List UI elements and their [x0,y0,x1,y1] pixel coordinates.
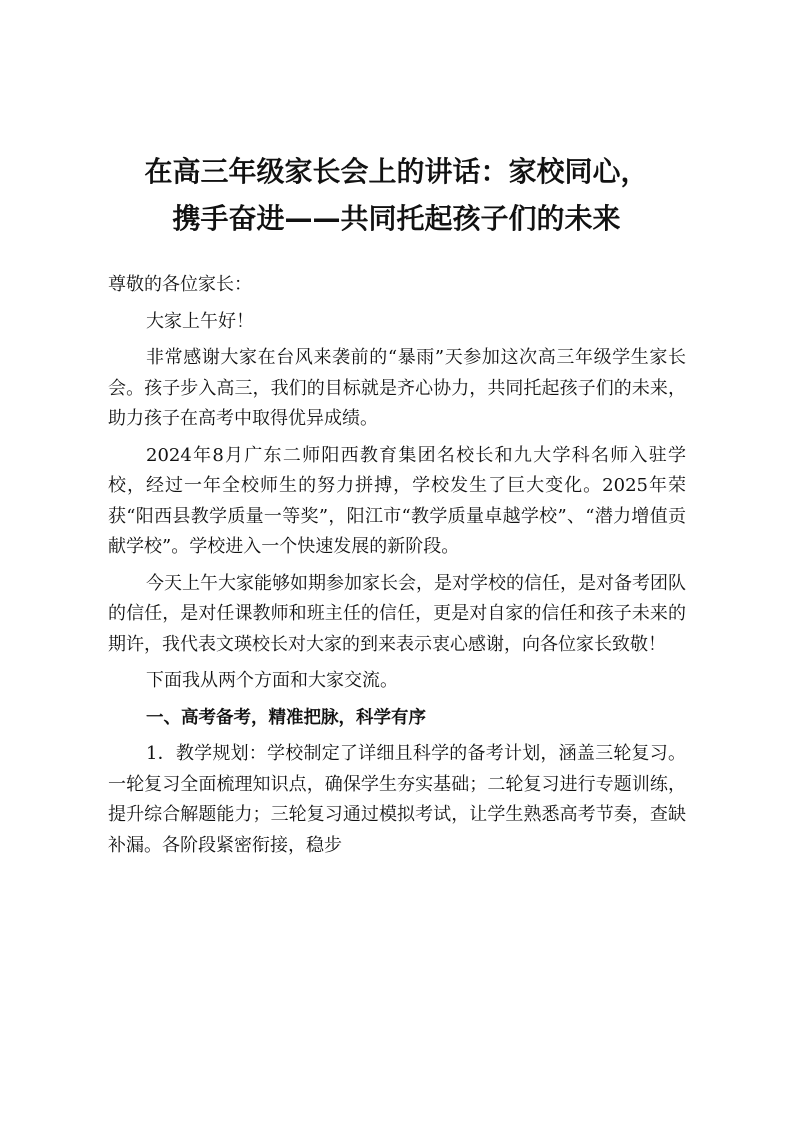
paragraph-trust: 今天上午大家能够如期参加家长会，是对学校的信任，是对备考团队的信任，是对任课教师和班主任的信任，更是对自家的信任和孩子未来的期许，我代表文瑛校长对大家的到来表示衷心感谢，向各位家长致敬！ [108,572,686,655]
paragraph-intro: 下面我从两个方面和大家交流。 [146,670,398,691]
document-title [60,148,733,242]
document-body [108,270,686,861]
paragraph-teaching-plan: 1．教学规划：学校制定了详细且科学的备考计划，涵盖三轮复习。一轮复习全面梳理知识点，确保学生夯实基础；二轮复习进行专题训练，提升综合解题能力；三轮复习通过模拟考试，让学生熟悉高考节奏，查缺补漏。各阶段紧密衔接，稳步 [108,743,686,856]
title-line-1: 在高三年级家长会上的讲话：家校同心， [144,155,649,188]
paragraph-school-progress: 2024年8月广东二师阳西教育集团名校长和九大学科名师入驻学校，经过一年全校师生的努力拼搏，学校发生了巨大变化。2025年荣获“阳西县教学质量一等奖”，阳江市“教学质量卓越学校”、“潜力增值贡献学校”。学校进入一个快速发展的新阶段。 [108,444,686,557]
greeting: 大家上午好！ [146,310,254,332]
paragraph-thanks: 非常感谢大家在台风来袭前的“暴雨”天参加这次高三年级学生家长会。孩子步入高三，我们的目标就是齐心协力，共同托起孩子们的未来，助力孩子在高考中取得优异成绩。 [108,347,686,429]
salutation: 尊敬的各位家长： [108,274,252,295]
title-line-2: 携手奋进——共同托起孩子们的未来 [172,202,621,235]
section-heading: 一、高考备考，精准把脉，科学有序 [146,707,426,728]
